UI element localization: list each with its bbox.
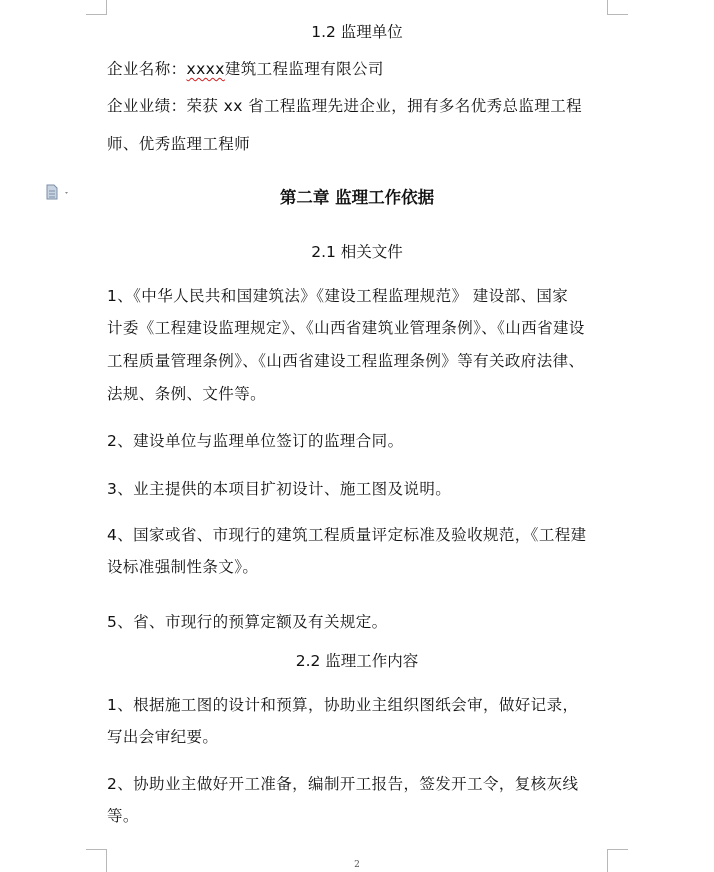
list-item-line: 1、根据施工图的设计和预算，协助业主组织图纸会审，做好记录， <box>107 696 579 714</box>
crop-mark-top-left <box>86 0 107 15</box>
performance-line-1: 企业业绩：荣获 xx 省工程监理先进企业，拥有多名优秀总监理工程 <box>107 97 583 115</box>
list-item-line: 等。 <box>107 807 139 825</box>
company-name-rest: 建筑工程监理有限公司 <box>224 60 384 78</box>
list-item-line: 3、业主提供的本项目扩初设计、施工图及说明。 <box>107 480 452 498</box>
company-name-line <box>107 57 384 79</box>
company-placeholder: xxxx <box>186 60 225 78</box>
list-item-line: 设标准强制性条文》。 <box>107 558 259 576</box>
list-item-line: 4、国家或省、市现行的建筑工程质量评定标准及验收规范，《工程建 <box>107 526 587 544</box>
company-name-label: 企业名称： <box>107 60 187 78</box>
section-2-2-heading: 2.2 监理工作内容 <box>295 652 419 670</box>
list-item-line: 计委《工程建设监理规定》、《山西省建筑业管理条例》、《山西省建设 <box>107 319 585 337</box>
crop-mark-bottom-left <box>86 849 107 872</box>
list-item-line: 法规、条例、文件等。 <box>107 385 267 403</box>
document-icon[interactable] <box>46 184 70 200</box>
crop-mark-bottom-right <box>607 849 628 872</box>
page-number: 2 <box>354 860 360 870</box>
performance-line-2: 师、优秀监理工程师 <box>107 135 251 153</box>
crop-mark-top-right <box>607 0 628 15</box>
list-item-line: 2、建设单位与监理单位签订的监理合同。 <box>107 432 404 450</box>
list-item-line: 1、《中华人民共和国建筑法》《建设工程监理规范》 建设部、国家 <box>107 287 569 305</box>
list-item-line: 2、协助业主做好开工准备，编制开工报告，签发开工令，复核灰线 <box>107 775 579 793</box>
section-1-2-heading: 1.2 监理单位 <box>311 23 403 41</box>
dropdown-arrow-icon <box>65 192 68 194</box>
section-2-1-heading: 2.1 相关文件 <box>311 243 403 261</box>
list-item-line: 写出会审纪要。 <box>107 728 219 746</box>
list-item-line: 工程质量管理条例》、《山西省建设工程监理条例》等有关政府法律、 <box>107 352 585 370</box>
chapter-2-heading: 第二章 监理工作依据 <box>279 188 435 207</box>
list-item-line: 5、省、市现行的预算定额及有关规定。 <box>107 613 388 631</box>
